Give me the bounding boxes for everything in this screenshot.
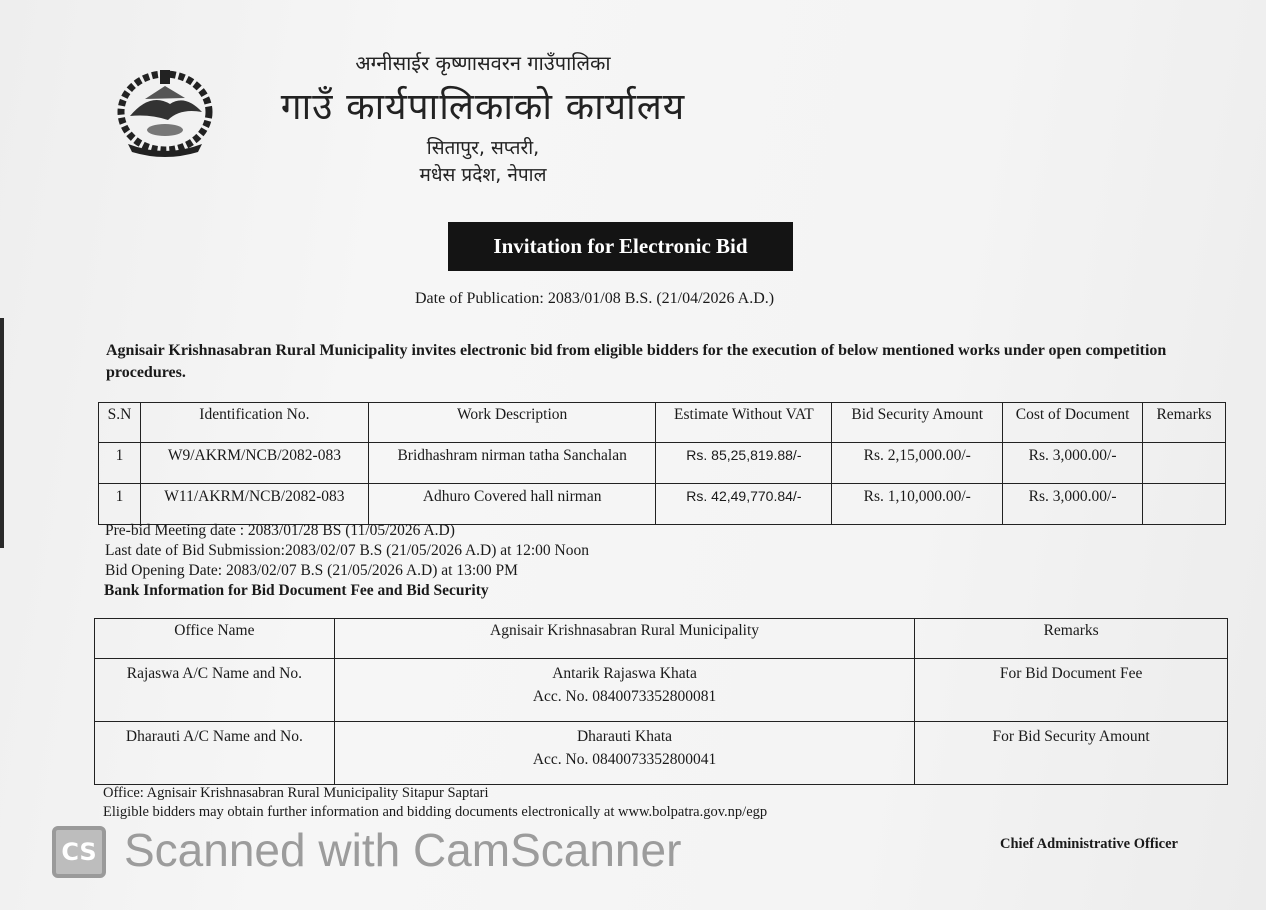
works-table-header	[99, 403, 1226, 443]
bid-opening-date: Bid Opening Date: 2083/02/07 B.S (21/05/2026 A.D) at 13:00 PM	[105, 562, 518, 579]
col-header-identification: Identification No.	[140, 403, 368, 443]
cell-estimate: Rs. 85,25,819.88/-	[656, 443, 832, 484]
signatory-title: Chief Administrative Officer	[1000, 836, 1178, 852]
bank-info-heading: Bank Information for Bid Document Fee and Bid Security	[104, 582, 489, 599]
col-header-work-description: Work Description	[368, 403, 656, 443]
prebid-meeting-date: Pre-bid Meeting date : 2083/01/28 BS (11/05/2026 A.D)	[105, 522, 455, 539]
office-address: Office: Agnisair Krishnasabran Rural Municipality Sitapur Saptari	[103, 785, 489, 801]
cell-bid-security: Rs. 1,10,000.00/-	[832, 484, 1003, 525]
cell-work-description: Adhuro Covered hall nirman	[368, 484, 656, 525]
cell-work-description: Bridhashram nirman tatha Sanchalan	[368, 443, 656, 484]
bank-table-header	[95, 619, 1228, 659]
scan-edge	[0, 318, 4, 548]
intro-paragraph: Agnisair Krishnasabran Rural Municipality invites electronic bid from eligible bidders for the execution of below mentioned works under open competition procedures.	[106, 342, 1167, 381]
notice-title: Invitation for Electronic Bid	[448, 222, 793, 271]
account-number: Acc. No. 0840073352800081	[532, 688, 717, 705]
cell-estimate: Rs. 42,49,770.84/-	[656, 484, 832, 525]
col-header-cost-document: Cost of Document	[1003, 403, 1143, 443]
col-header-remarks: Remarks	[915, 619, 1228, 659]
col-header-sn: S.N	[99, 403, 141, 443]
bank-table	[94, 618, 1228, 785]
office-name-np: गाउँ कार्यपालिकाको कार्यालय	[280, 85, 686, 128]
cell-remarks	[1143, 443, 1226, 484]
cell-remarks: For Bid Security Amount	[915, 722, 1228, 785]
col-header-municipality: Agnisair Krishnasabran Rural Municipality	[334, 619, 914, 659]
address-line1-np: सितापुर, सप्तरी,	[426, 137, 540, 159]
bid-submission-date: Last date of Bid Submission:2083/02/07 B.S (21/05/2026 A.D) at 12:00 Noon	[105, 542, 589, 559]
cell-account-details	[334, 722, 914, 785]
table-row	[99, 484, 1226, 525]
camscanner-logo-icon: CS	[52, 826, 106, 878]
cell-cost-document: Rs. 3,000.00/-	[1003, 443, 1143, 484]
cell-account-label: Rajaswa A/C Name and No.	[95, 659, 335, 722]
table-row	[99, 443, 1226, 484]
works-table	[98, 402, 1226, 525]
cell-identification: W9/AKRM/NCB/2082-083	[140, 443, 368, 484]
account-number: Acc. No. 0840073352800041	[532, 751, 717, 768]
col-header-remarks: Remarks	[1143, 403, 1226, 443]
account-name: Dharauti Khata	[576, 728, 673, 745]
cell-identification: W11/AKRM/NCB/2082-083	[140, 484, 368, 525]
col-header-bid-security: Bid Security Amount	[832, 403, 1003, 443]
cell-remarks: For Bid Document Fee	[915, 659, 1228, 722]
cell-bid-security: Rs. 2,15,000.00/-	[832, 443, 1003, 484]
cell-sn: 1	[99, 484, 141, 525]
col-header-estimate: Estimate Without VAT	[656, 403, 832, 443]
account-name: Antarik Rajaswa Khata	[552, 665, 697, 682]
cell-sn: 1	[99, 443, 141, 484]
table-row	[95, 722, 1228, 785]
cell-account-label: Dharauti A/C Name and No.	[95, 722, 335, 785]
table-row	[95, 659, 1228, 722]
cell-remarks	[1143, 484, 1226, 525]
municipality-name-np: अग्नीसाईर कृष्णासवरन गाउँपालिका	[355, 51, 611, 75]
publication-date: Date of Publication: 2083/01/08 B.S. (21/04/2026 A.D.)	[415, 290, 775, 307]
address-line2-np: मधेस प्रदेश, नेपाल	[419, 164, 547, 186]
col-header-office-name: Office Name	[95, 619, 335, 659]
cell-account-details	[334, 659, 914, 722]
bidding-info-note: Eligible bidders may obtain further information and bidding documents electronically at www.bolpatra.gov.np/egp	[103, 804, 768, 820]
camscanner-watermark: Scanned with CamScanner	[124, 824, 682, 876]
cell-cost-document: Rs. 3,000.00/-	[1003, 484, 1143, 525]
